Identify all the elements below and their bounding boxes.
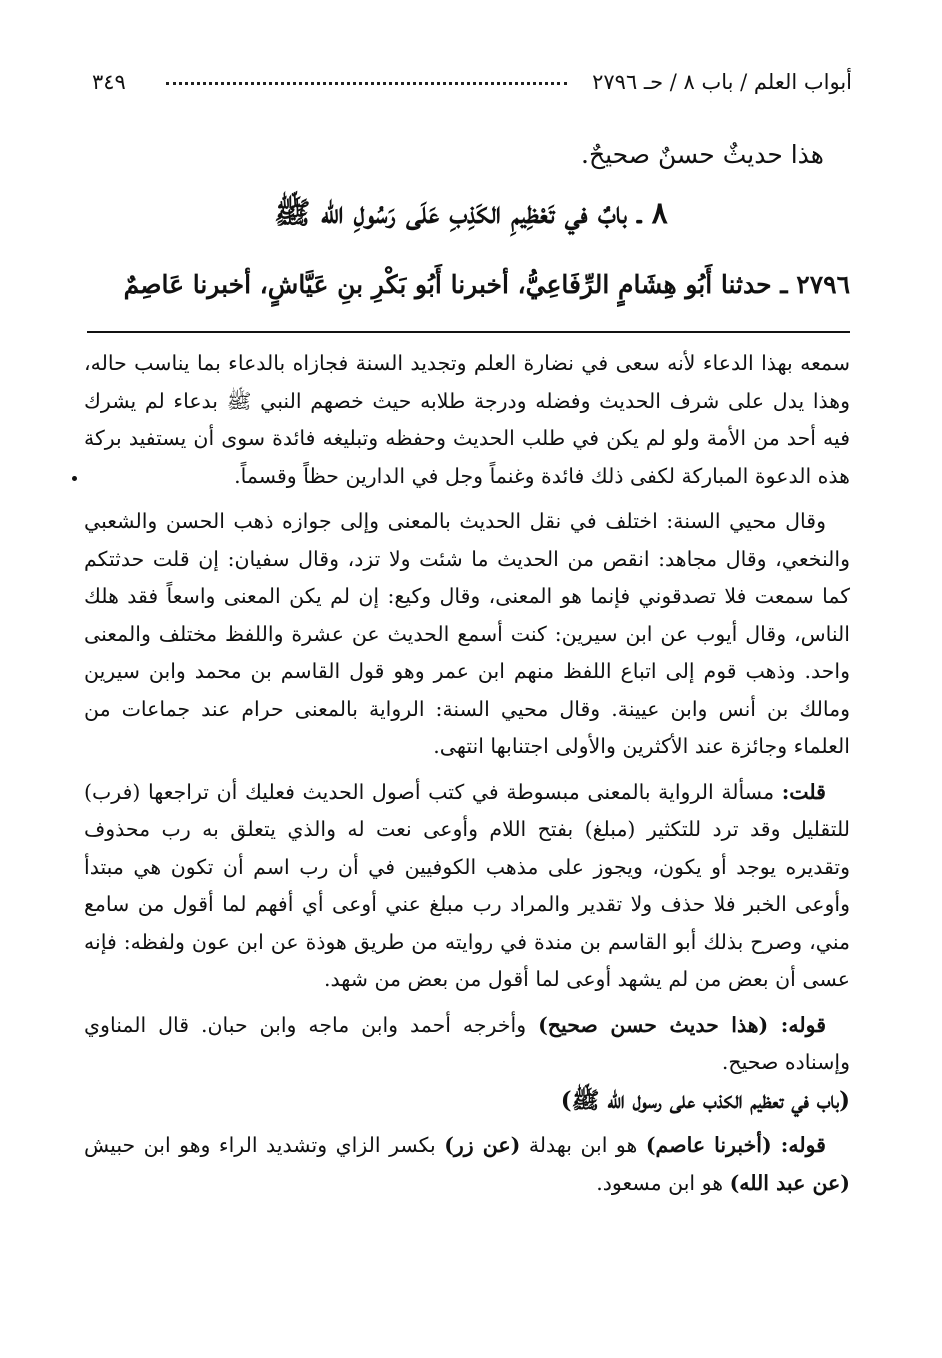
- chapter-heading: ٨ ـ بابٌ في تَعْظِيمِ الكَذِبِ عَلَى رَسُولِ الله ﷺ: [274, 196, 668, 231]
- commentary-sub-heading: (باب في تعظيم الكذب على رسول الله ﷺ): [560, 1086, 850, 1114]
- commentary-block: [84, 345, 850, 1202]
- paragraph-lead: قوله: (أخبرنا عاصم): [645, 1133, 826, 1157]
- quoted-term: (عن عبد الله): [729, 1170, 850, 1195]
- page-number: ٣٤٩: [92, 70, 126, 94]
- leader-dots: [166, 82, 567, 85]
- margin-dot: [72, 476, 77, 481]
- running-header: [92, 70, 852, 110]
- paragraph-body: وأخرجه أحمد وابن ماجه وابن حبان. قال المناوي وإسناده صحيح.: [84, 1012, 850, 1074]
- footnote-divider: [87, 331, 850, 333]
- commentary-paragraph-5: [84, 1127, 850, 1202]
- header-title: أبواب العلم / باب ٨ / حـ ٢٧٩٦: [592, 70, 852, 94]
- commentary-paragraph-2: وقال محيي السنة: اختلف في نقل الحديث بالمعنى وإلى جوازه ذهب الحسن والشعبي والنخعي، وقال مجاهد: انقص من الحديث ما شئت ولا تزد، وقال سفيان: إن قلت حدثتكم كما سمعت فلا تصدقوني فإنما هو المعنى، وقال وكيع: إن لم يكن المعنى واسعاً فقد هلك الناس، وقال أيوب عن ابن سيرين: كنت أسمع الحديث عن عشرة واللفظ مختلف والمعنى واحد. وذهب قوم إلى اتباع اللفظ منهم ابن عمر وهو قول القاسم بن محمد وابن سيرين ومالك بن أنس وابن عيينة. وقال محيي السنة: الرواية بالمعنى حرام عند جماعات من العلماء وجائزة عند الأكثرين والأولى اجتنابها انتهى.: [84, 509, 850, 758]
- paragraph-body: مسألة الرواية بالمعنى مبسوطة في كتب أصول الحديث فعليك أن تراجعها (فرب) للتقليل وقد ترد للتكثير (مبلغ) بفتح اللام وأوعى نعت له والذي يتعلق به رب محذوف وتقديره يوجد أو يكون، ويجوز على مذهب الكوفيين في أن رب اسم أن تكون هي مبتدأ وأوعى الخبر فلا حذف ولا تقدير والمراد رب مبلغ عني أوعى أي أفهم لما أقول من سامع مني، وصرح بذلك أبو القاسم بن مندة في روايته من طريق هوذة عن ابن عون ولفظه: فإنه عسى أن بعض من لم يشهد أوعى لما أقول من بعض من شهد.: [84, 779, 850, 991]
- commentary-paragraph-4: [84, 1007, 850, 1082]
- commentary-paragraph-1: سمعه بهذا الدعاء لأنه سعى في نضارة العلم وتجديد السنة فجازاه بالدعاء بما يناسب حاله، وهذا يدل على شرف الحديث وفضله ودرجة طلابه حيث خصهم النبي ﷺ بدعاء لم يشرك فيه أحد من الأمة ولو لم يكن في طلب الحديث وحفظه وتبليغه فائدة سوى أن يستفيد بركة هذه الدعوة المباركة لكفى ذلك فائدة وغنماً وجل في الدارين حظاً وقسماً.: [84, 351, 850, 488]
- hadith-grade-line: هذا حديثٌ حسنٌ صحيحٌ.: [581, 140, 824, 169]
- hadith-text: ٢٧٩٦ ـ حدثنا أَبُو هِشَامٍ الرِّفَاعِيُّ، أخبرنا أَبُو بَكْرِ بنِ عَيَّاشٍ، أخبرنا عَاصِمٌ: [123, 270, 850, 299]
- paragraph-body: هو ابن مسعود.: [596, 1170, 724, 1195]
- paragraph-lead: قوله: (هذا حديث حسن صحيح): [538, 1012, 826, 1037]
- commentary-paragraph-3: [84, 774, 850, 999]
- paragraph-lead: قلت:: [781, 779, 826, 804]
- paragraph-body: هو ابن بهدلة: [528, 1133, 638, 1157]
- quoted-term: (عن زر): [444, 1133, 521, 1157]
- paragraph-body: بكسر الزاي وتشديد الراء وهو ابن حبيش: [84, 1133, 436, 1157]
